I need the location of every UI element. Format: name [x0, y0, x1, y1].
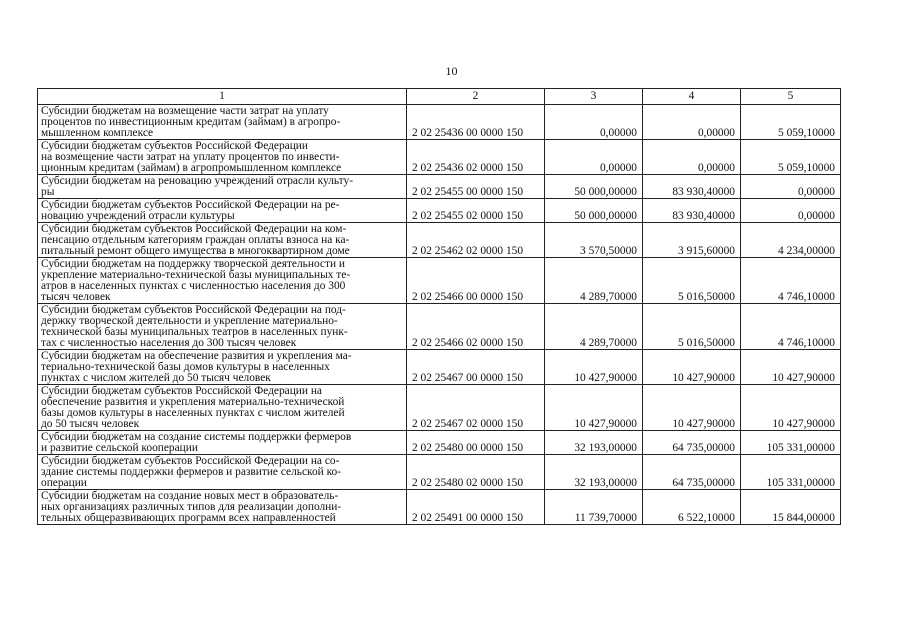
value-column-3: 50 000,00000	[545, 175, 643, 199]
description-line: держку творческой деятельности и укрепление материально-	[41, 315, 338, 327]
description-line: Субсидии бюджетам на поддержку творческой деятельности и	[41, 258, 346, 270]
value-column-5: 10 427,90000	[741, 385, 841, 431]
value-column-3: 10 427,90000	[545, 350, 643, 385]
row-description	[38, 223, 407, 258]
value-column-4: 0,00000	[643, 140, 741, 175]
value-column-4: 10 427,90000	[643, 385, 741, 431]
description-line: на возмещение части затрат на уплату процентов по инвести-	[41, 151, 340, 163]
description-line: операции	[41, 477, 87, 489]
value-column-4: 6 522,10000	[643, 490, 741, 525]
value-column-5: 4 746,10000	[741, 258, 841, 304]
table-row	[38, 385, 841, 431]
value-column-5: 10 427,90000	[741, 350, 841, 385]
budget-classification-code: 2 02 25455 02 0000 150	[407, 199, 545, 223]
table-row	[38, 258, 841, 304]
value-column-4: 3 915,60000	[643, 223, 741, 258]
description-line: тельных общеразвивающих программ всех направленностей	[41, 512, 336, 524]
value-column-5: 15 844,00000	[741, 490, 841, 525]
description-line: до 50 тысяч человек	[41, 418, 140, 430]
description-line: технической базы муниципальных театров в населенных пунк-	[41, 326, 348, 338]
description-line: обеспечение развития и укрепления материально-технической	[41, 396, 345, 408]
description-line: Субсидии бюджетам субъектов Российской Федерации на ре-	[41, 199, 340, 211]
value-column-3: 0,00000	[545, 140, 643, 175]
value-column-3: 11 739,70000	[545, 490, 643, 525]
description-line: Субсидии бюджетам субъектов Российской Федерации на под-	[41, 304, 346, 316]
description-line: новацию учреждений отрасли культуры	[41, 210, 235, 222]
value-column-5: 0,00000	[741, 175, 841, 199]
description-line: укрепление материально-технической базы муниципальных те-	[41, 269, 351, 281]
value-column-5: 0,00000	[741, 199, 841, 223]
value-column-5: 105 331,00000	[741, 431, 841, 455]
description-line: Субсидии бюджетам на создание новых мест в образователь-	[41, 490, 339, 502]
description-line: Субсидии бюджетам субъектов Российской Федерации на ком-	[41, 223, 347, 235]
value-column-5: 105 331,00000	[741, 455, 841, 490]
row-description	[38, 304, 407, 350]
description-line: ных организациях различных типов для реализации дополни-	[41, 501, 342, 513]
value-column-4: 10 427,90000	[643, 350, 741, 385]
value-column-5: 4 234,00000	[741, 223, 841, 258]
value-column-5: 5 059,10000	[741, 105, 841, 140]
description-line: териально-технической базы домов культуры в населенных	[41, 361, 330, 373]
column-header: 3	[545, 89, 643, 105]
column-header: 4	[643, 89, 741, 105]
row-description	[38, 140, 407, 175]
description-line: атров в населенных пунктах с численностью населения до 300	[41, 280, 346, 292]
value-column-3: 32 193,00000	[545, 431, 643, 455]
column-header: 2	[407, 89, 545, 105]
table-row	[38, 175, 841, 199]
budget-classification-code: 2 02 25466 00 0000 150	[407, 258, 545, 304]
description-line: мышленном комплексе	[41, 127, 154, 139]
value-column-5: 4 746,10000	[741, 304, 841, 350]
value-column-3: 0,00000	[545, 105, 643, 140]
value-column-4: 64 735,00000	[643, 455, 741, 490]
value-column-3: 50 000,00000	[545, 199, 643, 223]
description-line: Субсидии бюджетам на создание системы поддержки фермеров	[41, 431, 352, 443]
description-line: тах с численностью населения до 300 тысяч человек	[41, 337, 297, 349]
table-row	[38, 490, 841, 525]
budget-classification-code: 2 02 25480 00 0000 150	[407, 431, 545, 455]
description-line: здание системы поддержки фермеров и развитие сельской ко-	[41, 466, 342, 478]
budget-classification-code: 2 02 25467 00 0000 150	[407, 350, 545, 385]
table-row	[38, 105, 841, 140]
value-column-4: 83 930,40000	[643, 199, 741, 223]
budget-classification-code: 2 02 25491 00 0000 150	[407, 490, 545, 525]
value-column-4: 5 016,50000	[643, 258, 741, 304]
description-line: базы домов культуры в населенных пунктах с числом жителей	[41, 407, 345, 419]
description-line: Субсидии бюджетам на возмещение части затрат на уплату	[41, 105, 329, 117]
table-header-row	[38, 89, 841, 105]
description-line: ционным кредитам (займам) в агропромышленном комплексе	[41, 162, 342, 174]
row-description	[38, 175, 407, 199]
table-row	[38, 140, 841, 175]
description-line: питальный ремонт общего имущества в многоквартирном доме	[41, 245, 350, 257]
row-description	[38, 490, 407, 525]
description-line: Субсидии бюджетам субъектов Российской Федерации на со-	[41, 455, 340, 467]
value-column-3: 3 570,50000	[545, 223, 643, 258]
budget-classification-code: 2 02 25436 00 0000 150	[407, 105, 545, 140]
description-line: Субсидии бюджетам на обеспечение развития и укрепления ма-	[41, 350, 352, 362]
description-line: ры	[41, 186, 55, 198]
budget-classification-code: 2 02 25455 00 0000 150	[407, 175, 545, 199]
row-description	[38, 350, 407, 385]
value-column-5: 5 059,10000	[741, 140, 841, 175]
row-description	[38, 385, 407, 431]
value-column-3: 4 289,70000	[545, 304, 643, 350]
row-description	[38, 258, 407, 304]
description-line: пенсацию отдельным категориям граждан оплаты взноса на ка-	[41, 234, 350, 246]
budget-classification-code: 2 02 25480 02 0000 150	[407, 455, 545, 490]
value-column-4: 83 930,40000	[643, 175, 741, 199]
value-column-4: 0,00000	[643, 105, 741, 140]
description-line: Субсидии бюджетам субъектов Российской Федерации на	[41, 385, 322, 397]
row-description	[38, 199, 407, 223]
row-description	[38, 431, 407, 455]
budget-classification-code: 2 02 25466 02 0000 150	[407, 304, 545, 350]
description-line: Субсидии бюджетам субъектов Российской Федерации	[41, 140, 308, 152]
column-header: 5	[741, 89, 841, 105]
value-column-4: 5 016,50000	[643, 304, 741, 350]
page-number: 10	[445, 64, 458, 78]
table-row	[38, 304, 841, 350]
table-row	[38, 223, 841, 258]
table-row	[38, 455, 841, 490]
table-row	[38, 350, 841, 385]
description-line: тысяч человек	[41, 291, 111, 303]
description-line: процентов по инвестиционным кредитам (займам) в агропро-	[41, 116, 341, 128]
budget-classification-code: 2 02 25436 02 0000 150	[407, 140, 545, 175]
description-line: пунктах с числом жителей до 50 тысяч человек	[41, 372, 271, 384]
table-row	[38, 199, 841, 223]
value-column-3: 32 193,00000	[545, 455, 643, 490]
column-header: 1	[38, 89, 407, 105]
description-line: Субсидии бюджетам на реновацию учреждений отрасли культу-	[41, 175, 353, 187]
value-column-3: 4 289,70000	[545, 258, 643, 304]
budget-classification-code: 2 02 25462 02 0000 150	[407, 223, 545, 258]
value-column-4: 64 735,00000	[643, 431, 741, 455]
description-line: и развитие сельской кооперации	[41, 442, 198, 454]
row-description	[38, 105, 407, 140]
table-row	[38, 431, 841, 455]
value-column-3: 10 427,90000	[545, 385, 643, 431]
row-description	[38, 455, 407, 490]
budget-classification-code: 2 02 25467 02 0000 150	[407, 385, 545, 431]
budget-table	[37, 88, 841, 525]
